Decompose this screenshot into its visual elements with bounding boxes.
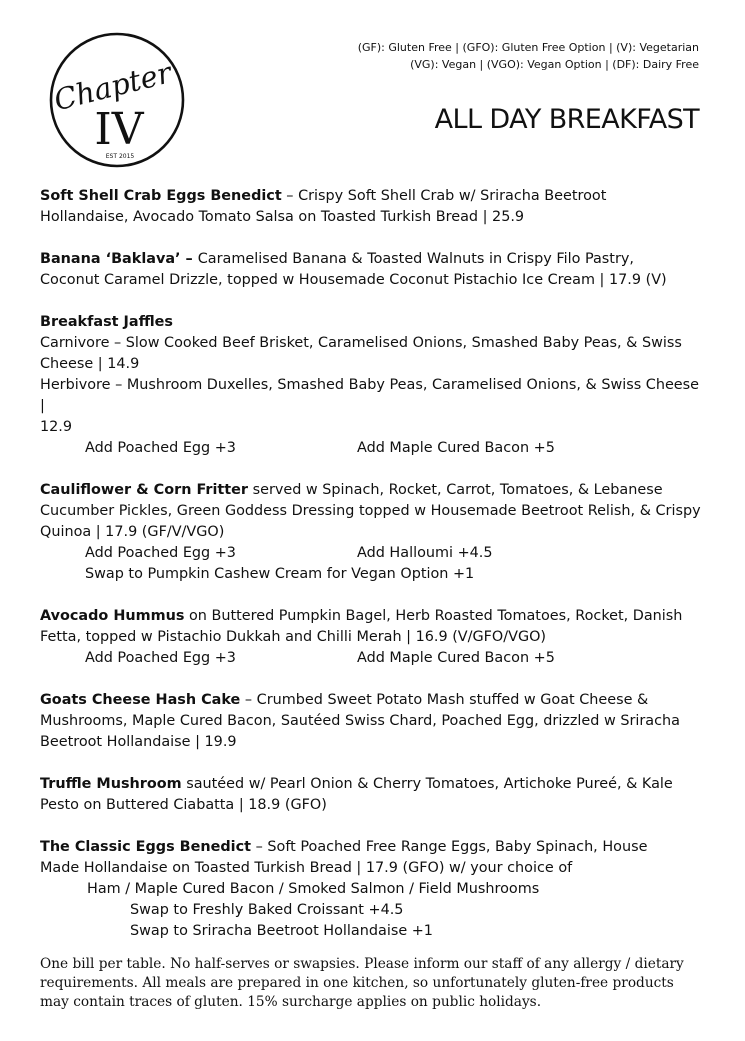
item-description: Mushrooms, Maple Cured Bacon, Sautéed Swiss Chard, Poached Egg, drizzled w Sriracha (40, 713, 680, 729)
item-name: Cauliflower & Corn Fritter (40, 482, 249, 498)
item-description: Made Hollandaise on Toasted Turkish Bread | 17.9 (GFO) w/ your choice of (40, 860, 573, 876)
addon-option: Add Maple Cured Bacon +5 (357, 650, 555, 666)
menu-item-avocado-hummus (40, 606, 705, 669)
item-description: served w Spinach, Rocket, Carrot, Tomatoes, & Lebanese (248, 482, 663, 498)
menu-item-soft-shell-crab (40, 186, 705, 228)
swap-option: Swap to Pumpkin Cashew Cream for Vegan Option +1 (85, 566, 475, 582)
menu-item-banana-baklava (40, 249, 705, 291)
jaffle-carnivore: Carnivore – Slow Cooked Beef Brisket, Caramelised Onions, Smashed Baby Peas, & Swiss (40, 335, 682, 351)
breakfast-menu (40, 186, 705, 963)
item-name: Avocado Hummus (40, 608, 185, 624)
choice-options: Ham / Maple Cured Bacon / Smoked Salmon / Field Mushrooms (87, 881, 540, 897)
item-description: Quinoa | 17.9 (GF/V/VGO) (40, 524, 225, 540)
dietary-legend (358, 39, 699, 73)
item-description: Cucumber Pickles, Green Goddess Dressing topped w Housemade Beetroot Relish, & Crispy (40, 503, 701, 519)
item-description: sautéed w/ Pearl Onion & Cherry Tomatoes, Artichoke Pureé, & Kale (181, 776, 673, 792)
legend-line: (GF): Gluten Free | (GFO): Gluten Free Option | (V): Vegetarian (357, 41, 699, 54)
item-description: Caramelised Banana & Toasted Walnuts in Crispy Filo Pastry, (197, 251, 634, 267)
addon-option: Add Poached Egg +3 (85, 440, 236, 456)
addon-row (40, 648, 705, 669)
logo-word-chapter: Chapter (50, 55, 175, 118)
item-description: – Crispy Soft Shell Crab w/ Sriracha Beetroot (281, 188, 607, 204)
item-description: Fetta, topped w Pistachio Dukkah and Chilli Merah | 16.9 (V/GFO/VGO) (40, 629, 547, 645)
item-description: – Crumbed Sweet Potato Mash stuffed w Goat Cheese & (240, 692, 649, 708)
item-description: Beetroot Hollandaise | 19.9 (40, 734, 237, 750)
swap-option: Swap to Freshly Baked Croissant +4.5 (130, 902, 404, 918)
item-description: Coconut Caramel Drizzle, topped w Housemade Coconut Pistachio Ice Cream | 17.9 (V) (40, 272, 667, 288)
item-description: on Buttered Pumpkin Bagel, Herb Roasted Tomatoes, Rocket, Danish (184, 608, 683, 624)
item-description: Pesto on Buttered Ciabatta | 18.9 (GFO) (40, 797, 327, 813)
menu-item-classic-eggs-benedict (40, 837, 705, 942)
chapter-iv-logo (47, 30, 187, 170)
logo-numeral: IV (94, 104, 144, 155)
item-name: Soft Shell Crab Eggs Benedict (40, 188, 282, 204)
item-name: The Classic Eggs Benedict (40, 839, 252, 855)
footer-policy-note: One bill per table. No half-serves or swapsies. Please inform our staff of any allergy / dietary requirements. All meals are prepared in one kitchen, so unfortunately gluten-free products may contain traces of gluten. 15% surcharge applies on public holidays. (40, 956, 684, 1010)
item-name: Banana ‘Baklava’ – (40, 251, 198, 267)
addon-option: Add Maple Cured Bacon +5 (357, 440, 555, 456)
item-description: – Soft Poached Free Range Eggs, Baby Spinach, House (251, 839, 648, 855)
jaffle-herbivore: Herbivore – Mushroom Duxelles, Smashed Baby Peas, Caramelised Onions, & Swiss Cheese | (40, 377, 700, 414)
item-description: Hollandaise, Avocado Tomato Salsa on Toasted Turkish Bread | 25.9 (40, 209, 525, 225)
jaffle-carnivore-price: Cheese | 14.9 (40, 356, 140, 372)
swap-option: Swap to Sriracha Beetroot Hollandaise +1 (130, 923, 433, 939)
item-name: Breakfast Jaffles (40, 314, 173, 330)
menu-item-breakfast-jaffles (40, 312, 705, 459)
item-name: Goats Cheese Hash Cake (40, 692, 241, 708)
jaffle-herbivore-price: 12.9 (40, 419, 73, 435)
addon-option: Add Poached Egg +3 (85, 545, 236, 561)
addon-row (40, 438, 705, 459)
addon-row (40, 543, 705, 564)
item-name: Truffle Mushroom (40, 776, 182, 792)
legend-line: (VG): Vegan | (VGO): Vegan Option | (DF): Dairy Free (410, 58, 699, 71)
logo-est-badge: EST 2015 (105, 153, 135, 160)
page-title: ALL DAY BREAKFAST (434, 104, 699, 135)
addon-option: Add Poached Egg +3 (85, 650, 236, 666)
menu-item-truffle-mushroom (40, 774, 705, 816)
addon-option: Add Halloumi +4.5 (357, 545, 493, 561)
menu-item-cauliflower-corn-fritter (40, 480, 705, 585)
menu-item-goats-cheese-hash-cake (40, 690, 705, 753)
